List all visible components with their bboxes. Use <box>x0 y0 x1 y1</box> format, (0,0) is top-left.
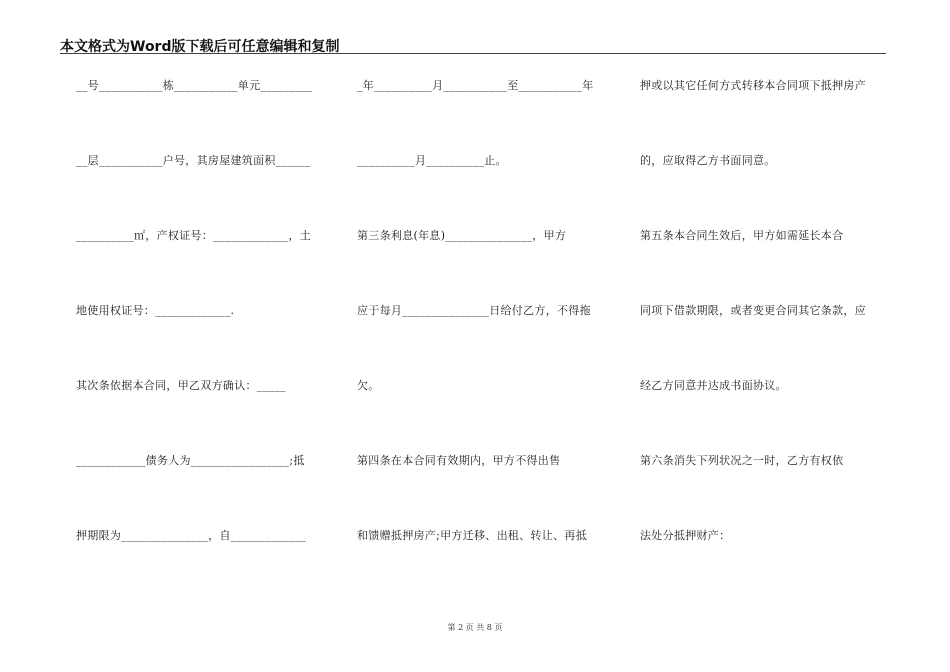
text-line: 第四条在本合同有效期内，甲方不得出售 <box>357 454 561 467</box>
header-divider <box>60 53 886 54</box>
text-line: 第五条本合同生效后，甲方如需延长本合 <box>640 229 844 242</box>
text-line: 押或以其它任何方式转移本合同项下抵押房产 <box>640 79 866 92</box>
text-line: __________月__________止。 <box>357 154 507 167</box>
text-line: 欠。 <box>357 379 380 392</box>
text-line: 其次条依据本合同，甲乙双方确认：_____ <box>76 379 286 392</box>
text-line: __层___________户号，其房屋建筑面积______ <box>76 154 311 167</box>
text-line: __号___________栋___________单元_________ <box>76 79 313 92</box>
text-line: 地使用权证号：_____________. <box>76 304 235 317</box>
text-line: 第六条消失下列状况之一时，乙方有权依 <box>640 454 844 467</box>
text-line: __________㎡，产权证号：_____________，土 <box>76 229 312 242</box>
text-line: _年__________月___________至___________年 <box>357 79 594 92</box>
text-line: 经乙方同意并达成书面协议。 <box>640 379 787 392</box>
text-line: 和馈赠抵押房产;甲方迁移、出租、转让、再抵 <box>357 529 588 542</box>
document-header-title: 本文格式为Word版下载后可任意编辑和复制 <box>60 39 340 55</box>
text-line: 第三条利息(年息)_______________，甲方 <box>357 229 567 242</box>
page-number: 第 2 页 共 8 页 <box>447 623 503 632</box>
text-line: 应于每月_______________日给付乙方，不得拖 <box>357 304 591 317</box>
text-line: 同项下借款期限，或者变更合同其它条款，应 <box>640 304 866 317</box>
text-line: ____________债务人为_________________;抵 <box>76 454 305 467</box>
text-line: 法处分抵押财产： <box>640 529 731 542</box>
text-line: 押期限为_______________，自_____________ <box>76 529 307 542</box>
text-line: 的，应取得乙方书面同意。 <box>640 154 776 167</box>
